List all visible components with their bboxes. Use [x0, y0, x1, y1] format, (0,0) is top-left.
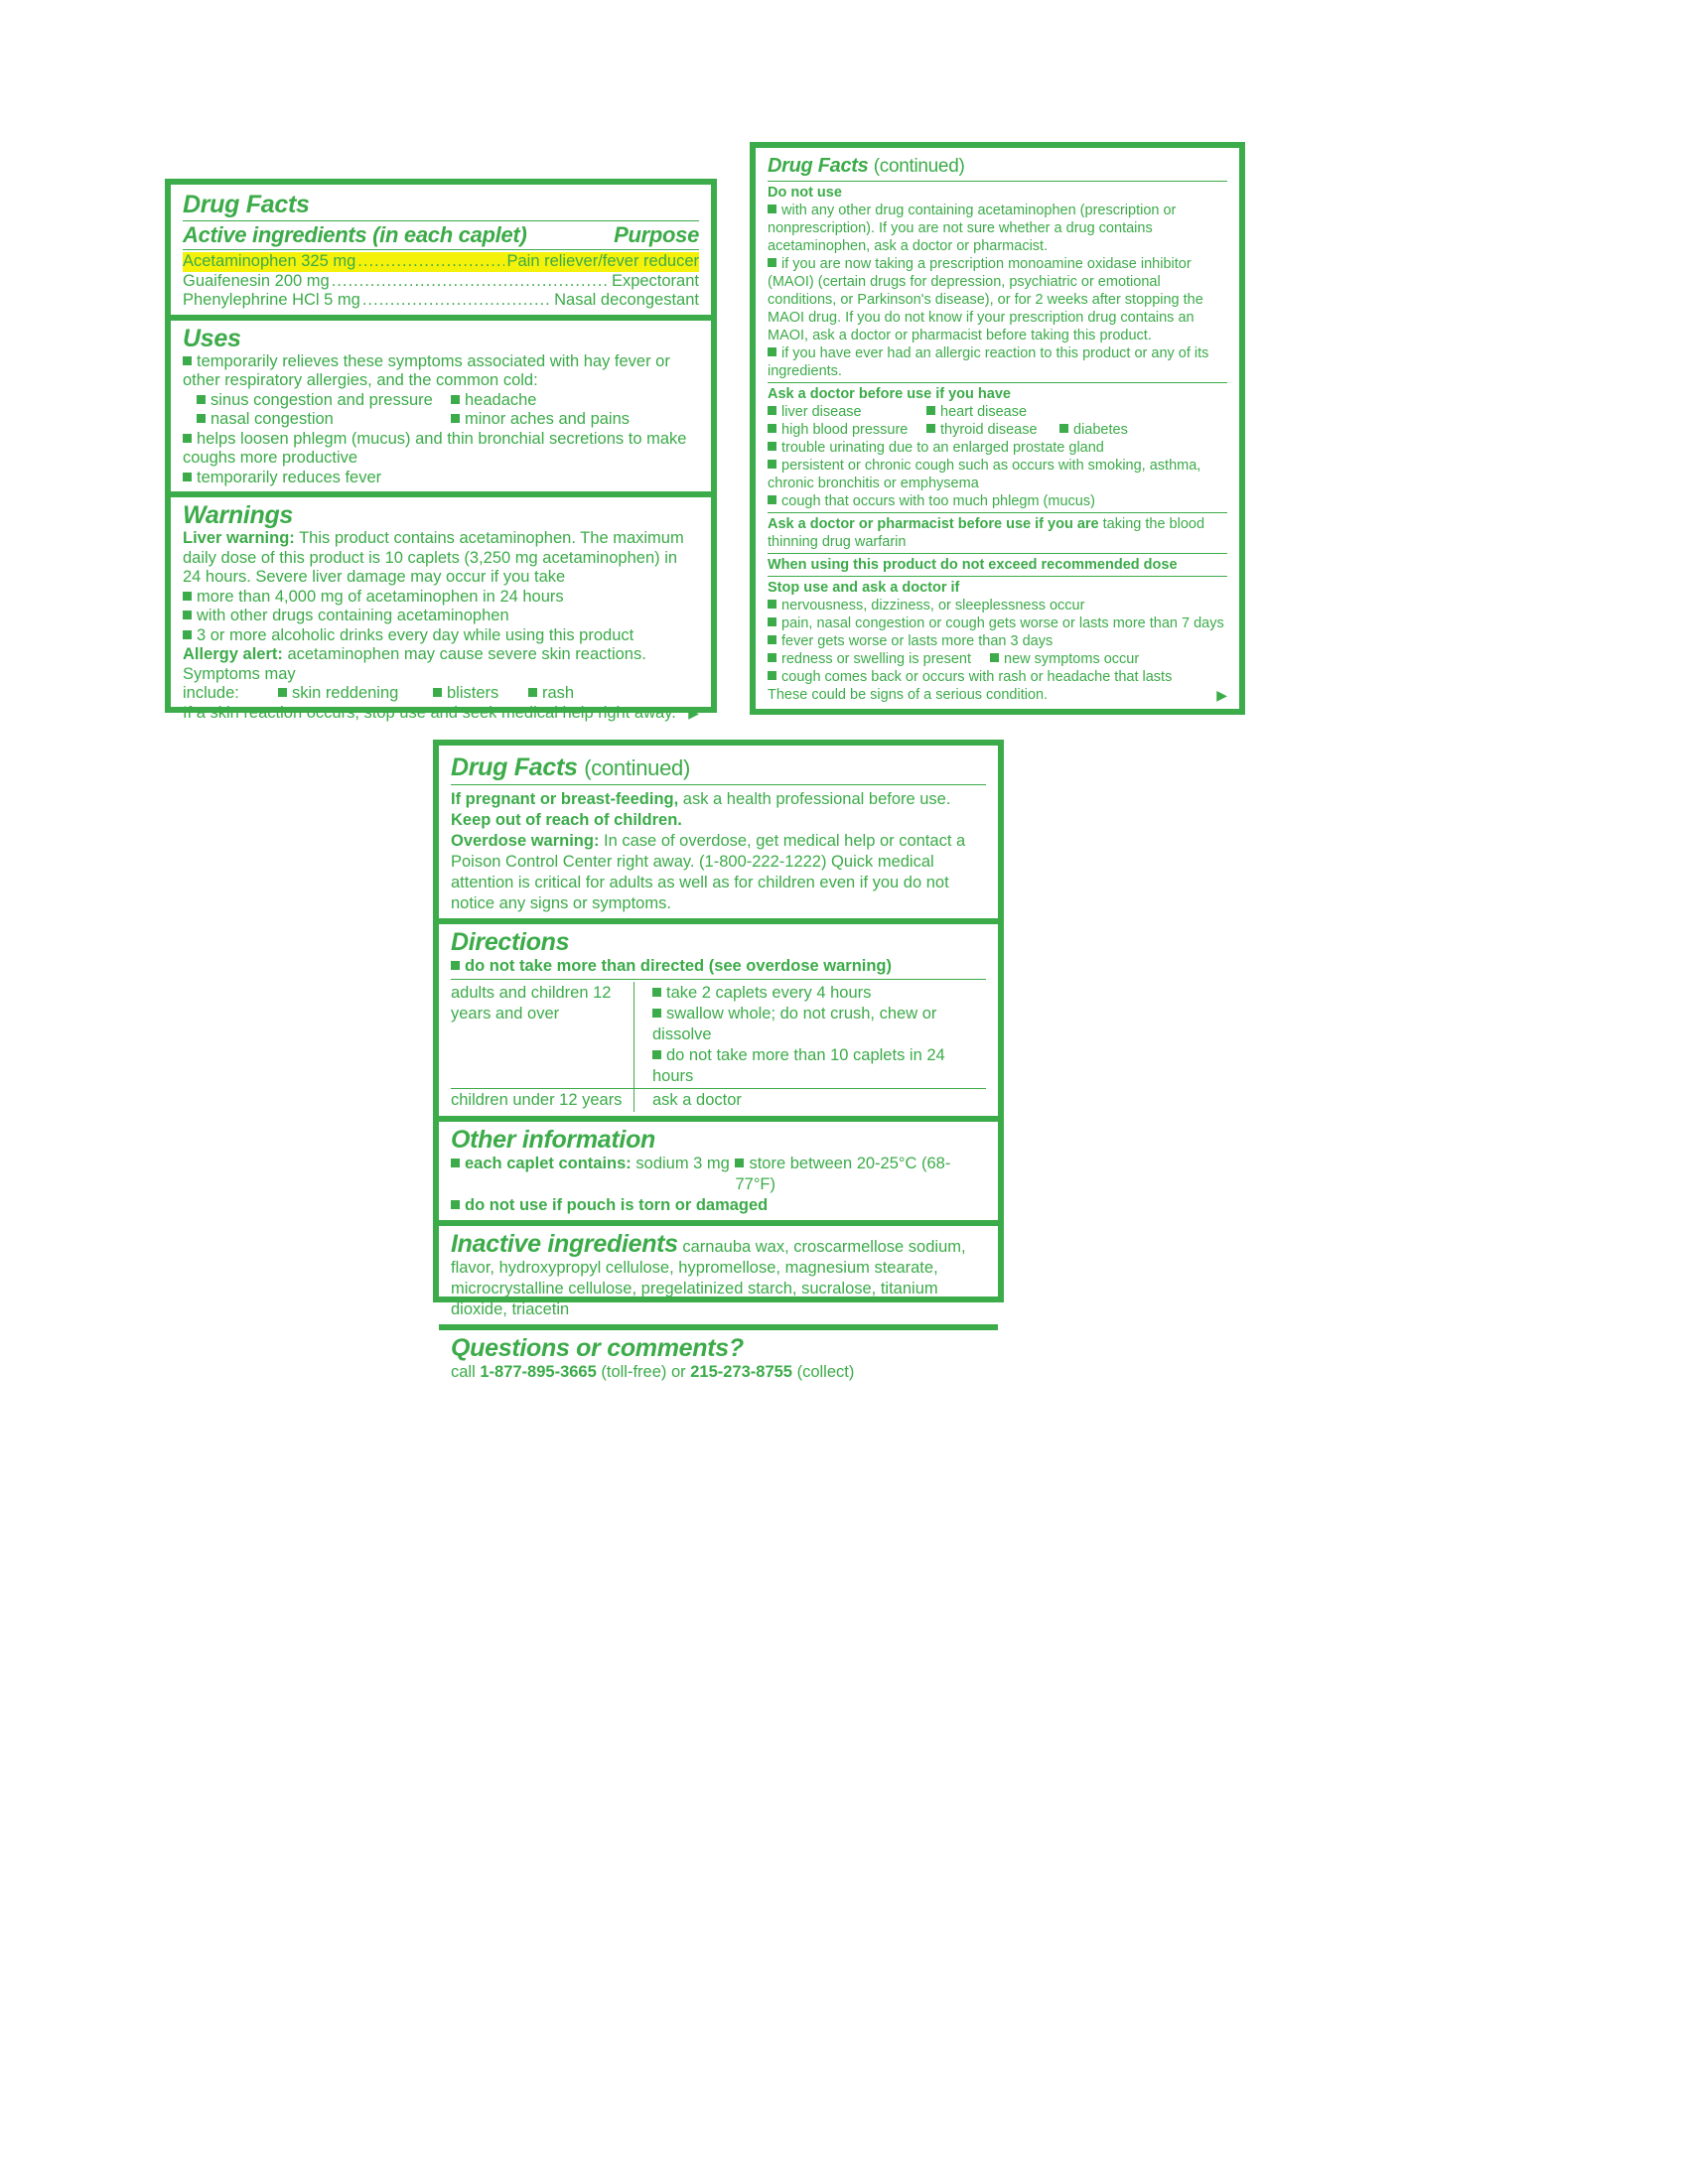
allergy-alert-label: Allergy alert: [183, 645, 283, 663]
dosage-item: do not take more than 10 caplets in 24 hours [652, 1046, 945, 1085]
table-row [451, 982, 986, 1089]
uses-sub-item: headache [465, 390, 537, 409]
stop-item: fever gets worse or lasts more than 3 days [781, 633, 1054, 649]
pouch-warning: do not use if pouch is torn or damaged [465, 1196, 769, 1214]
panel-title: Drug Facts [183, 191, 310, 218]
liver-warning-text: This product contains acetaminophen. The maximum daily dose of this product is 10 caplets (3,250 mg acetaminophen) in 24 hours. Severe liver damage may occur if you take [183, 529, 684, 586]
ingredient-row: Guaifenesin 200 mg ..... Expectorant [183, 272, 699, 292]
condition-item: cough that occurs with too much phlegm (mucus) [781, 493, 1095, 509]
condition-item: persistent or chronic cough such as occurs with smoking, asthma, chronic bronchitis or emphysema [768, 458, 1201, 491]
condition-item: trouble urinating due to an enlarged prostate gland [781, 440, 1104, 456]
uses-sub-item: sinus congestion and pressure [211, 390, 433, 409]
uses-item: helps loosen phlegm (mucus) and thin bronchial secretions to make coughs more productive [183, 429, 687, 467]
continued-label: (continued) [873, 156, 965, 177]
stop-item: pain, nasal congestion or cough gets worse or lasts more than 7 days [781, 615, 1224, 631]
condition-item: liver disease [781, 404, 862, 420]
condition-item: heart disease [940, 404, 1028, 420]
stop-item: redness or swelling is present [781, 651, 972, 667]
do-not-use-item: if you are now taking a prescription monoamine oxidase inhibitor (MAOI) (certain drugs for depression, psychiatric or emotional conditions, or Parkinson's disease), or for 2 weeks after stopping the MAOI drug. If you do not know if your prescription drug contains an MAOI, ask a doctor or pharmacist before taking this product. [768, 256, 1203, 343]
uses-item: temporarily reduces fever [197, 468, 382, 486]
continue-arrow-icon: ▶ [1216, 687, 1227, 703]
inactive-ingredients-text: carnauba wax, croscarmellose sodium, flavor, hydroxypropyl cellulose, hypromellose, magnesium stearate, microcrystalline cellulose, pregelatinized starch, sucralose, titanium dioxide, triacetin [451, 1238, 966, 1318]
when-using-text: do not exceed recommended dose [935, 557, 1178, 573]
questions-title: Questions or comments? [451, 1334, 744, 1362]
symptom-item: rash [542, 684, 575, 702]
allergy-alert-text: acetaminophen may cause severe skin reactions. Symptoms may [183, 645, 646, 683]
continue-arrow-icon: ▶ [688, 704, 699, 721]
uses-item: temporarily relieves these symptoms associated with hay fever or other respiratory allergies, and the common cold: [183, 351, 670, 389]
liver-warning-label: Liver warning: [183, 529, 295, 547]
uses-section [171, 315, 711, 492]
age-group-cell: children under 12 years [451, 1089, 634, 1113]
condition-item: thyroid disease [940, 422, 1038, 438]
overdose-warning-label: Overdose warning: [451, 832, 600, 850]
continued-label: (continued) [584, 755, 691, 780]
panel-title: Drug Facts [768, 155, 869, 177]
dosage-item: swallow whole; do not crush, chew or dissolve [652, 1005, 937, 1043]
phone-toll-free[interactable]: 1-877-895-3665 [480, 1363, 597, 1381]
other-information-title: Other information [451, 1126, 656, 1154]
inactive-ingredients-title: Inactive ingredients [451, 1230, 678, 1258]
dosage-cell: ask a doctor [652, 1091, 742, 1109]
when-using-label: When using this product [768, 557, 936, 573]
directions-table [451, 982, 986, 1112]
ask-doctor-title: Ask a doctor before use if you have [768, 386, 1011, 402]
inactive-ingredients-section [439, 1220, 998, 1324]
age-group-cell: adults and children 12 years and over [451, 982, 634, 1089]
symptom-item: skin reddening [292, 684, 399, 702]
condition-item: high blood pressure [781, 422, 909, 438]
active-ingredients-section [171, 185, 711, 315]
liver-item: with other drugs containing acetaminophen [197, 607, 509, 624]
purpose-header: Purpose [614, 222, 699, 247]
condition-item: diabetes [1073, 422, 1128, 438]
warnings-title: Warnings [183, 501, 294, 529]
ask-pharmacist-text: taking the blood thinning drug warfarin [768, 516, 1205, 550]
table-row [451, 1089, 986, 1113]
serious-condition-text: These could be signs of a serious condition. [768, 687, 1049, 703]
do-not-use-item: if you have ever had an allergic reaction to this product or any of its ingredients. [768, 345, 1209, 379]
drug-facts-panel-1 [165, 179, 717, 722]
ingredient-row: Phenylephrine HCl 5 mg ..... Nasal decongestant [183, 291, 699, 311]
stop-item: new symptoms occur [1004, 651, 1140, 667]
overdose-warning-text: In case of overdose, get medical help or contact a Poison Control Center right away. (1-800-222-1222) Quick medical attention is critical for adults as well as for children even if you do not notice any signs or symptoms. [451, 832, 966, 912]
pregnant-label: If pregnant or breast-feeding, [451, 790, 679, 808]
phone-collect[interactable]: 215-273-8755 [690, 1363, 792, 1381]
directions-title: Directions [451, 928, 570, 956]
do-not-use-item: with any other drug containing acetaminophen (prescription or nonprescription). If you are not sure whether a drug contains acetaminophen, ask a doctor or pharmacist. [768, 203, 1177, 254]
stop-use-title: Stop use and ask a doctor if [768, 580, 960, 596]
directions-section [439, 918, 998, 1116]
pregnant-text: ask a health professional before use. [678, 790, 951, 808]
stop-item: nervousness, dizziness, or sleeplessness occur [781, 598, 1085, 614]
drug-facts-panel-2 [750, 142, 1245, 715]
other-information-section [439, 1116, 998, 1220]
warnings-section [171, 491, 711, 727]
symptom-item: blisters [447, 684, 499, 702]
drug-facts-panel-3 [433, 740, 1004, 1381]
storage-text: store between 20-25°C (68-77°F) [735, 1155, 951, 1193]
liver-item: more than 4,000 mg of acetaminophen in 24 hours [197, 587, 564, 606]
ask-pharmacist-label: Ask a doctor or pharmacist before use if you are [768, 516, 1099, 532]
uses-sub-item: minor aches and pains [465, 410, 631, 428]
liver-item: 3 or more alcoholic drinks every day while using this product [197, 625, 634, 644]
panel-title: Drug Facts [451, 753, 578, 781]
uses-sub-item: nasal congestion [211, 410, 334, 428]
skin-reaction-text: If a skin reaction occurs, stop use and seek medical help right away. [183, 703, 676, 722]
caplet-contains-label: each caplet contains: [465, 1155, 632, 1172]
dosage-item: take 2 caplets every 4 hours [666, 984, 872, 1002]
sodium-text: sodium 3 mg [631, 1155, 730, 1172]
stop-item: cough comes back or occurs with rash or headache that lasts [781, 669, 1173, 685]
ingredient-row: Acetaminophen 325 mg ..... Pain reliever/fever reducer [183, 252, 699, 272]
questions-section: Questions or comments? call 1-877-895-3665 (toll-free) or 215-273-8755 (collect) [439, 1324, 998, 1387]
directions-note: do not take more than directed (see overdose warning) [465, 957, 893, 975]
keep-out-of-reach: Keep out of reach of children. [451, 811, 682, 829]
do-not-use-title: Do not use [768, 185, 842, 201]
active-ingredients-header: Active ingredients (in each caplet) [183, 222, 527, 247]
include-label: include: [183, 684, 239, 702]
uses-title: Uses [183, 324, 241, 352]
